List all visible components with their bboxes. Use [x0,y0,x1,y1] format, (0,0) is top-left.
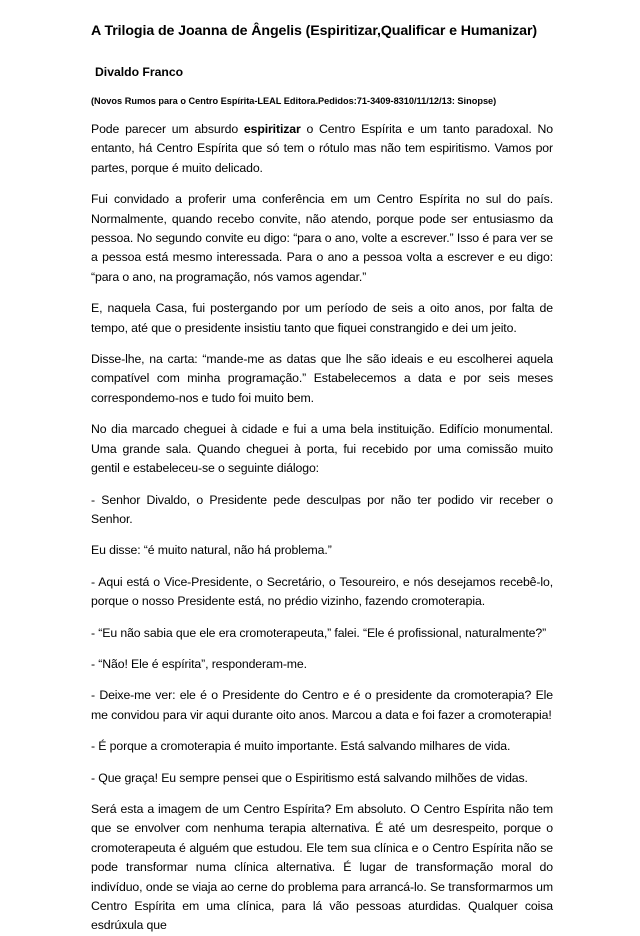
paragraph: No dia marcado cheguei à cidade e fui a uma bela instituição. Edifício monumental. Uma grande sala. Quando cheguei à porta, fui recebido por uma comissão muito gentil e estabeleceu-se o seguinte diálogo: [91,422,553,476]
paragraph-bold-text: espiritizar [243,122,301,136]
document-title: A Trilogia de Joanna de Ângelis (Espiritizar,Qualificar e Humanizar) [91,23,538,39]
dialogue-line: - Senhor Divaldo, o Presidente pede desculpas por não ter podido vir receber o Senhor. [91,492,553,526]
paragraph: Disse-lhe, na carta: “mande-me as datas que lhe são ideais e eu escolherei aquela compatível com minha programação.” Estabelecemos a data e por seis meses correspondemo-nos e tudo foi muito bem. [91,352,553,405]
paragraph: Fui convidado a proferir uma conferência em um Centro Espírita no sul do país. Normalmente, quando recebo convite, não atendo, porque pode ser entusiasmo da pessoa. No segundo convite eu digo: “para o ano, volte a escrever.” Isso é para ver se a pessoa está mesmo interessada. Para o ano a pessoa volta a escrever e eu digo: “para o ano, na programação, nós vamos agendar.” [91,192,553,284]
dialogue-line: - Que graça! Eu sempre pensei que o Espiritismo está salvando milhões de vidas. [91,770,528,785]
dialogue-line: - É porque a cromoterapia é muito importante. Está salvando milhares de vida. [91,739,511,754]
dialogue-line: - “Eu não sabia que ele era cromoterapeuta,” falei. “Ele é profissional, naturalmente?” [91,625,547,640]
paragraph-text: o Centro Espírita e um tanto paradoxal. No entanto, há Centro Espírita que só tem o rótulo mas não tem espiritismo. Vamos por partes, porque é muito delicado. [91,122,553,175]
document-source: (Novos Rumos para o Centro Espírita-LEAL Editora.Pedidos:71-3409-8310/11/12/13: Sinopse) [91,96,497,106]
dialogue-line: - Aqui está o Vice-Presidente, o Secretário, o Tesoureiro, e nós desejamos recebê-lo, porque o nosso Presidente está, no prédio vizinho, fazendo cromoterapia. [91,574,553,609]
paragraph: Será esta a imagem de um Centro Espírita? Em absoluto. O Centro Espírita não tem que se envolver com nenhuma terapia alternativa. É até um desrespeito, porque o cromoterapeuta é alguém que estudou. Ele tem sua clínica e o Centro Espírita não se pode transformar numa clínica alternativa. É lugar de transformação moral do indivíduo, onde se viaja ao cerne do problema para arrancá-lo. Se transformarmos um Centro Espírita em uma clínica, para lá vão pessoas aturdidas. Qualquer coisa esdrúxula que [91,801,553,933]
dialogue-line: - “Não! Ele é espírita”, responderam-me. [91,656,307,671]
paragraph [91,120,553,178]
paragraph-text: Pode parecer um absurdo [91,122,244,136]
dialogue-line: - Deixe-me ver: ele é o Presidente do Centro e é o presidente da cromoterapia? Ele me convidou para vir aqui durante oito anos. Marcou a data e foi fazer a cromoterapia! [91,688,553,722]
document-author: Divaldo Franco [95,65,184,79]
dialogue-line: Eu disse: “é muito natural, não há problema.” [91,543,332,558]
paragraph: E, naquela Casa, fui postergando por um período de seis a oito anos, por falta de tempo, até que o presidente insistiu tanto que fiquei constrangido e dei um jeito. [91,301,553,335]
